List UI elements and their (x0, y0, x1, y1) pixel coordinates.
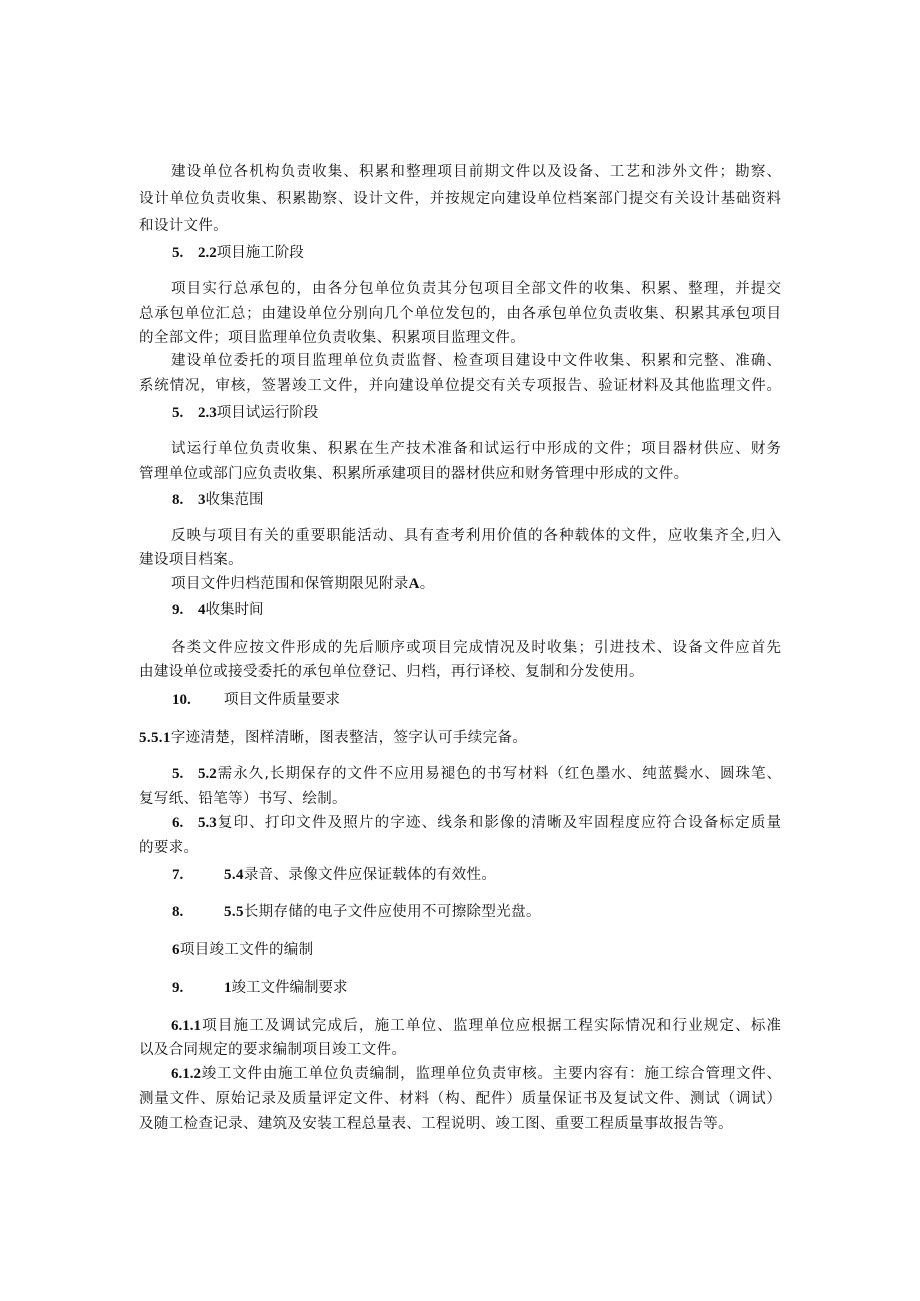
list-number: 5. (172, 245, 184, 261)
list-number: 5. (172, 766, 184, 782)
list-number: 5. (172, 405, 184, 421)
clause-code: 6.1.2 (171, 1066, 201, 1082)
paragraph-line: 建设项目档案。 (139, 552, 243, 568)
section-code: 1 (224, 980, 232, 996)
clause-text: 长期存储的电子文件应使用不可擦除型光盘。 (243, 904, 541, 920)
chapter-code: 6 (172, 942, 180, 958)
section-title: 项目施工阶段 (216, 245, 304, 261)
paragraph-line: 以及合同规定的要求编制项目竣工文件。 (139, 1042, 407, 1058)
paragraph-line: 复写纸、铅笔等）书写、绘制。 (139, 791, 347, 807)
section-title: 项目文件质量要求 (224, 692, 340, 708)
section-code: 2.3 (198, 405, 217, 421)
paragraph-line: 建设单位委托的项目监理单位负责监督、检查项目建设中文件收集、积累和完整、准确、 (171, 353, 781, 369)
paragraph-line: 和设计文件。 (139, 218, 229, 234)
paragraph-line: 的全部文件；项目监理单位负责收集、积累项目监理文件。 (139, 330, 526, 346)
clause-code: 5.2 (198, 766, 217, 782)
clause-text: 竣工文件由施工单位负责编制，监理单位负责审核。主要内容有：施工综合管理文件、 (201, 1066, 781, 1082)
clause-5-5-4 (224, 865, 496, 885)
section-title: 收集范围 (205, 492, 264, 508)
paragraph-line: 各类文件应按文件形成的先后顺序或项目完成情况及时收集；引进技术、设备文件应首先 (171, 640, 781, 656)
paragraph-line: 总承包单位汇总；由建设单位分别向几个单位发包的，由各承包单位负责收集、积累其承包项目 (139, 306, 781, 322)
clause-5-5-1 (139, 728, 527, 748)
paragraph-line: 项目实行总承包的，由各分包单位负责其分包项目全部文件的收集、积累、整理，并提交 (171, 281, 781, 297)
paragraph-line: 由建设单位或接受委托的承包单位登记、归档，再行译校、复制和分发使用。 (139, 664, 644, 680)
paragraph-line: 试运行单位负责收集、积累在生产技术准备和试运行中形成的文件；项目器材供应、财务 (171, 441, 781, 457)
clause-5-5-2 (198, 764, 781, 784)
appendix-code: A (408, 576, 420, 592)
clause-text: 需永久,长期保存的文件不应用易褪色的书写材料（红色墨水、纯蓝鬓水、圆珠笔、 (216, 766, 781, 782)
section-code: 3 (198, 492, 206, 508)
clause-text: 复印、打印文件及照片的字迹、线条和影像的清晰及牢固程度应符合设备标定质量 (216, 815, 781, 831)
paragraph-line: 设计单位负责收集、积累勘察、设计文件，并按规定向建设单位档案部门提交有关设计基础资料 (139, 191, 781, 207)
list-number: 10. (172, 692, 191, 708)
clause-6-1-1 (171, 1016, 781, 1036)
paragraph-line (171, 574, 435, 594)
list-number: 7. (172, 867, 184, 883)
paragraph-line: 管理单位或部门应负责收集、积累所承建项目的器材供应和财务管理中形成的文件。 (139, 466, 689, 482)
clause-text: 字迹清楚，图样清晰，图表整洁，签字认可手续完备。 (170, 730, 528, 746)
section-title: 收集时间 (205, 602, 264, 618)
chapter-title: 项目竣工文件的编制 (179, 942, 314, 958)
section-title: 竣工文件编制要求 (231, 980, 348, 996)
chapter-heading-6 (172, 940, 314, 960)
clause-5-5-3 (198, 813, 781, 833)
clause-5-5-5 (224, 902, 541, 922)
section-title: 项目试运行阶段 (216, 405, 319, 421)
text-run: 项目文件归档范围和保管期限见附录 (171, 576, 409, 592)
paragraph-line: 反映与项目有关的重要职能活动、具有查考利用价值的各种载体的文件，应收集齐全,归入 (171, 528, 781, 544)
clause-text: 录音、录像文件应保证载体的有效性。 (243, 867, 497, 883)
paragraph-line: 系统情况，审核，签署竣工文件，并向建设单位提交有关专项报告、验证材料及其他监理文件。 (139, 378, 781, 394)
section-code: 4 (198, 602, 206, 618)
clause-code: 6.1.1 (171, 1018, 201, 1034)
list-number: 8. (172, 904, 184, 920)
clause-text: 项目施工及调试完成后，施工单位、监理单位应根据工程实际情况和行业规定、标准 (201, 1018, 781, 1034)
clause-code: 5.4 (224, 867, 244, 883)
paragraph-line: 及随工检查记录、建筑及安装工程总量表、工程说明、竣工图、重要工程质量事故报告等。 (139, 1116, 733, 1132)
clause-6-1-2 (171, 1064, 781, 1084)
paragraph-line: 的要求。 (139, 840, 199, 856)
list-number: 9. (172, 602, 184, 618)
list-number: 6. (172, 815, 184, 831)
clause-code: 5.5 (224, 904, 244, 920)
clause-code: 5.3 (198, 815, 217, 831)
paragraph-line: 建设单位各机构负责收集、积累和整理项目前期文件以及设备、工艺和涉外文件；勘察、 (171, 164, 781, 180)
text-run: 。 (419, 576, 435, 592)
clause-code: 5.5.1 (139, 730, 171, 746)
list-number: 8. (172, 492, 184, 508)
list-number: 9. (172, 980, 184, 996)
paragraph-line: 测量文件、原始记录及质量评定文件、材料（构、配件）质量保证书及复试文件、测试（调试） (139, 1091, 781, 1107)
section-code: 2.2 (198, 245, 217, 261)
